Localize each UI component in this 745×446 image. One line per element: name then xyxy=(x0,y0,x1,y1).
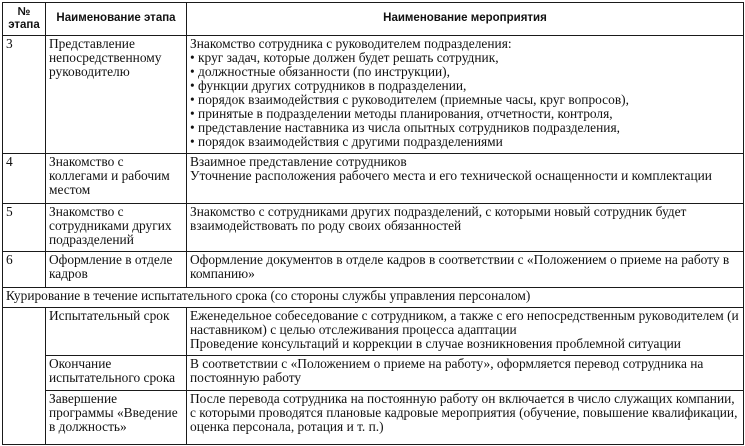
table-row xyxy=(3,391,744,445)
event-line: Уточнение расположения рабочего места и его технической оснащенности и комплектации xyxy=(190,168,712,183)
event-description xyxy=(187,252,744,288)
event-bullet-item: • порядок взаимодействия с другими подразделениями xyxy=(190,135,740,149)
event-description xyxy=(187,204,744,252)
table-row xyxy=(3,356,744,391)
header-stage-name: Наименование этапа xyxy=(46,3,187,36)
event-line: Знакомство сотрудника с руководителем подразделения: xyxy=(190,36,512,51)
event-description xyxy=(187,36,744,154)
stage-number-empty xyxy=(3,308,46,445)
event-bullet-item: • представление наставника из числа опытных сотрудников подразделения, xyxy=(190,121,740,135)
header-row xyxy=(3,3,744,36)
stage-name: Знакомство с коллегами и рабочим местом xyxy=(46,154,187,204)
event-line: В соответствии с «Положением о приеме на работу», оформляется перевод сотрудника на постоянную работу xyxy=(190,356,704,385)
event-bullet-item: • порядок взаимодействия с руководителем (приемные часы, круг вопросов), xyxy=(190,93,740,107)
header-number-word: этапа xyxy=(8,18,40,31)
table-row xyxy=(3,308,744,356)
stage-name: Представление непосредственному руководителю xyxy=(46,36,187,154)
stage-name: Окончание испытательного срока xyxy=(46,356,187,391)
stage-number: 5 xyxy=(3,204,46,252)
event-bullet-item: • должностные обязанности (по инструкции), xyxy=(190,65,740,79)
header-event-name: Наименование мероприятия xyxy=(187,3,744,36)
header-number-sign: № xyxy=(17,5,31,18)
header-stage-number xyxy=(3,3,46,36)
event-line: Еженедельное собеседование с сотрудником, а также с его непосредственным руководителем (и наставником) с целью отслеживания процесса адаптации xyxy=(190,308,739,337)
table-row xyxy=(3,36,744,154)
event-bullet-item: • принятые в подразделении методы планирования, отчетности, контроля, xyxy=(190,107,740,121)
table-row xyxy=(3,204,744,252)
event-line: Знакомство с сотрудниками других подразделений, с которыми новый сотрудник будет взаимодействовать по роду своих обязанностей xyxy=(190,204,687,233)
stage-name: Оформление в отделе кадров xyxy=(46,252,187,288)
adaptation-table xyxy=(2,2,744,445)
table-row xyxy=(3,154,744,204)
stage-name: Испытательный срок xyxy=(46,308,187,356)
stage-number: 6 xyxy=(3,252,46,288)
stage-name: Знакомство с сотрудниками других подразделений xyxy=(46,204,187,252)
event-description xyxy=(187,308,744,356)
section-row xyxy=(3,288,744,308)
event-bullet-item: • функции других сотрудников в подразделении, xyxy=(190,79,740,93)
event-line: После перевода сотрудника на постоянную работу он включается в число служащих компании, с которыми проводятся плановые кадровые мероприятия (обучение, повышение квалификации, оценка персонала, ротация и т. п.) xyxy=(190,391,738,434)
event-line: Проведение консультаций и коррекции в случае возникновения проблемной ситуации xyxy=(190,336,681,351)
event-description xyxy=(187,391,744,445)
event-bullet-item: • круг задач, которые должен будет решать сотрудник, xyxy=(190,51,740,65)
stage-name: Завершение программы «Введение в должность» xyxy=(46,391,187,445)
stage-number: 4 xyxy=(3,154,46,204)
event-description xyxy=(187,154,744,204)
stage-number: 3 xyxy=(3,36,46,154)
event-line: Оформление документов в отделе кадров в соответствии с «Положением о приеме на работу в компанию» xyxy=(190,252,730,281)
event-description xyxy=(187,356,744,391)
event-line: Взаимное представление сотрудников xyxy=(190,154,407,169)
table-row xyxy=(3,252,744,288)
section-title: Курирование в течение испытательного срока (со стороны службы управления персоналом) xyxy=(3,288,744,308)
